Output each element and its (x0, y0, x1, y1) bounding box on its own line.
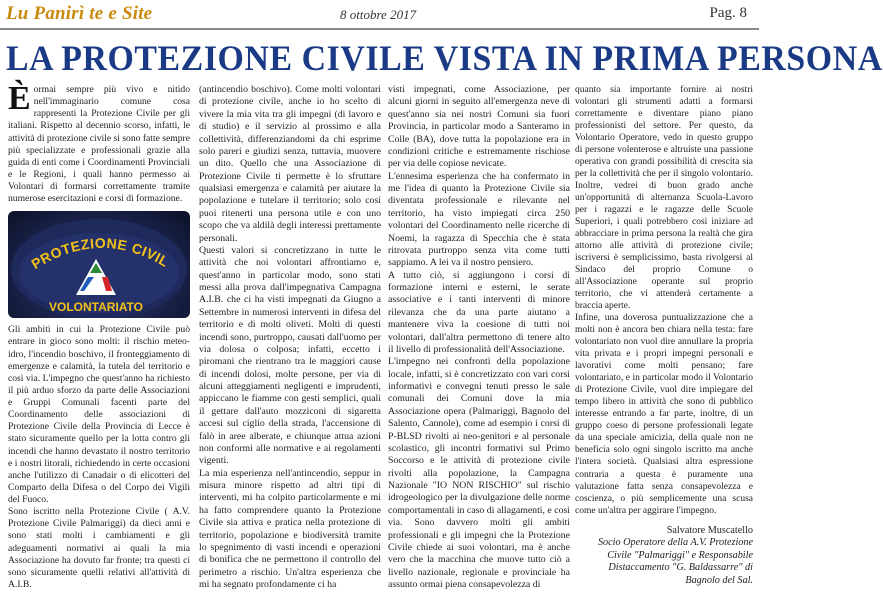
cap-text-bottom: VOLONTARIATO (49, 300, 143, 315)
paragraph: A tutto ciò, si aggiungono i corsi di formazione interni e esterni, le serate associative e i tanti interventi di minore rilevanza che da una parte aiutano a mantenere viva la coesione di tutti noi volontari, dall'altra permettono di tenere alto il livello di professionalità dell'Associazione. (388, 269, 570, 355)
article-column-3 (388, 84, 570, 591)
header-rule (0, 28, 759, 30)
civil-protection-cap-photo (8, 211, 190, 318)
paragraph: Gli ambiti in cui la Protezione Civile può entrare in gioco sono molti: il rischio meteo-idro, l'incendio boschivo, il fronteggiamento di emergenze e calamità, la tutela del territorio e così via. L'impegno che quest'anno ha richiesto il più arduo sforzo da parte delle Associazioni e Gruppi Comunali facenti parte del Coordinamento delle associazioni di Protezione Civile della Provincia di Lecce è stato sicuramente quello per la lotta contro gli incendi che hanno devastato il nostro territorio e i nostri litorali, richiedendo in certe occasioni anche l'utilizzo di Canadair o di elicotteri del Comparto della Difesa o del Corpo dei Vigili del Fuoco. (8, 324, 190, 505)
page-number: Pag. 8 (709, 5, 747, 21)
drop-cap: È (8, 80, 31, 117)
author-signature (575, 525, 753, 588)
author-name: Salvatore Muscatello (666, 524, 753, 536)
paragraph: Èormai sempre più vivo e nitido nell'immaginario comune cosa rappresenti la Protezione Civile per gli italiani. Rispetto al decennio scorso, infatti, le attività di protezione civile si sono fatte sempre più specializzate e professionali grazie alla guida di enti come i Coordinamenti Provinciali e le Regioni, i quali hanno permesso ai Volontari di formarsi correttamente tramite numerose esercitazioni e corsi di formazione. (8, 80, 190, 205)
article-column-2 (199, 84, 381, 591)
paragraph: Questi valori si concretizzano in tutte le attività che noi volontari affrontiamo e, quest'anno in particolar modo, sono stati messi alla prova dall'impegnativa Campagna A.I.B. che ci ha visti impegnati da Giugno a Settembre in numerosi interventi in difesa del territorio e di molti oliveti. Molti di questi incendi sono, purtroppo, causati dall'uomo per via dolosa o colposa; infatti, eccetto i piromani che rientrano tra le maggiori cause di incendi dolosi, molte persone, per via di alcuni atteggiamenti negligenti e imprudenti, appiccano le fiamme con gesti semplici, quali il gettare dall'auto mozziconi di sigaretta accesi sul ciglio della strada, l'accensione di falò in aree alberate, e chiunque attua azioni non conformi alle normative e ai regolamenti vigenti. (199, 244, 381, 467)
article-column-1 (8, 80, 190, 591)
cap-text-top: PROTEZIONE CIVIL (28, 235, 173, 273)
paragraph: L'ennesima esperienza che ha confermato in me l'idea di quanto la Protezione Civile sia diventata professionale e rilevante nel territorio, ha visto impiegati circa 250 volontari del Coordinamento nelle ricerche di Noemi, la ragazza di Specchia che è stata ritrovata purtroppo senza vita come tutti sappiamo. A lei va il nostro pensiero. (388, 170, 570, 269)
cap-logo-icon (8, 211, 190, 318)
article-headline: LA PROTEZIONE CIVILE VISTA IN PRIMA PERSONA (6, 38, 883, 78)
paragraph: (antincendio boschivo). Come molti volontari di protezione civile, anche io ho scelto di vivere la mia vita tra gli impegni (di lavoro e di studio) e il servizio al prossimo e alla collettività, differenziandomi da chi esprime solo pareri e giudizi senza, tuttavia, muovere un dito. Quello che una Associazione di Protezione Civile ti permette è lo sfruttare qualsiasi emergenza e calamità per aiutare la popolazione e tutelare il territorio; solo così puoi ritenerti una persona utile e con uno scopo che va aldilà degli interessi prettamente personali. (199, 84, 381, 244)
paragraph: quanto sia importante fornire ai nostri volontari gli strumenti adatti a formarsi correttamente e diventare piano piano professionisti del settore. Per questo, da Volontario Operatore, vedo in questo gruppo di persone volenterose e altruiste una passione operativa con grandi possibilità di crescita sia per la collettività che per il singolo volontario. Inoltre, vedrei di buon grado anche un'opportunità di alternanza Scuola-Lavoro per i ragazzi e le ragazze delle Scuole Superiori, i quali potrebbero così iniziare ad abbracciare in prima persona la realtà che gira attorno alle attività di protezione civile; iscriversi è semplicissimo, basta rivolgersi al Sindaco del proprio Comune o all'Associazione operante sul proprio territorio, che vi attenderà certamente a braccia aperte. (575, 85, 753, 312)
article-column-4 (575, 84, 753, 587)
issue-date: 8 ottobre 2017 (340, 7, 417, 22)
paragraph: Sono iscritto nella Protezione Civile ( A.V. Protezione Civile Palmariggi) da dieci anni e sono stati molti i cambiamenti e gli adeguamenti normativi ai quali la mia Associazione ha dovuto far fronte; tra questi ci sono sicuramente quelli relativi all'attività di A.I.B. (8, 506, 190, 590)
paragraph: visti impegnati, come Associazione, per alcuni giorni in seguito all'emergenza neve di quest'anno sia nei nostri Comuni sia fuori Provincia, in particolar modo a Santeramo in Colle (BA), dove tutta la popolazione era in condizioni critiche e estremamente rischiose per via delle copiose nevicate. (388, 84, 570, 170)
paragraph: La mia esperienza nell'antincendio, seppur in misura minore rispetto ad altri tipi di interventi, mi ha colpito particolarmente e mi ha fatto comprendere quanto la Protezione Civile sia attiva e pratica nella protezione di territorio, popolazione e biodiversità tramite lo spegnimento di vasti incendi e operazioni di bonifica che ne permettono il controllo del perimetro a rischio. Un'altra esperienza che mi ha segnato profondamente ci ha (199, 467, 381, 590)
masthead: Lu Panirì te e Site (6, 3, 153, 24)
author-role: Socio Operatore della A.V. Protezione Civile "Palmariggi" e Responsabile Distaccamento "G. Baldassarre" di Bagnolo del Sal. (597, 537, 753, 586)
paragraph: L'impegno nei confronti della popolazione locale, infatti, si è concretizzato con vari corsi informativi e convegni tenuti presso le sale comunali dei Comuni dove la mia Associazione opera (Palmariggi, Bagnolo del Salento, Cannole), come ad esempio i corsi di P-BLSD rivolti ai neo-genitori e al personale scolastico, gli incontri formativi sul Primo Soccorso e le attività di protezione civile rivolti alla popolazione, la Campagna Nazionale "IO NON RISCHIO" sul rischio idrogeologico per la divulgazione delle norme comportamentali in caso di allagamenti, e così via. Sono davvero molti gli ambiti professionali e gli impegni che la Protezione Civile chiede ai suoi volontari, ma è anche vero che la macchina che muove tutto ciò a livello nazionale, regionale e provinciale ha assunto ormai piena consapevolezza di (388, 356, 570, 590)
paragraph: Infine, una doverosa puntualizzazione che a molti non è ancora ben chiara nella testa: fare volontariato non vuol dire annullare la propria vita privata e i propri impegni personali e lavorativi come molti pensano; fare volontariato, e in particolar modo il Volontario di Protezione Civile, vuol dire impiegare del tempo libero in attività che sono di pubblico interesse entrando a far parte, inoltre, di un gruppo coeso di persone professionali legate da una speciale amicizia, della quale non ne beneficia solo ogni singolo iscritto ma anche l'intera società. Qualsiasi altra espressione contraria a questa è puramente una valutazione fatta senza consapevolezza e coscienza, o più semplicemente una scusa come un'altra per aggirare l'impegno. (575, 313, 753, 516)
page-header (0, 0, 759, 28)
